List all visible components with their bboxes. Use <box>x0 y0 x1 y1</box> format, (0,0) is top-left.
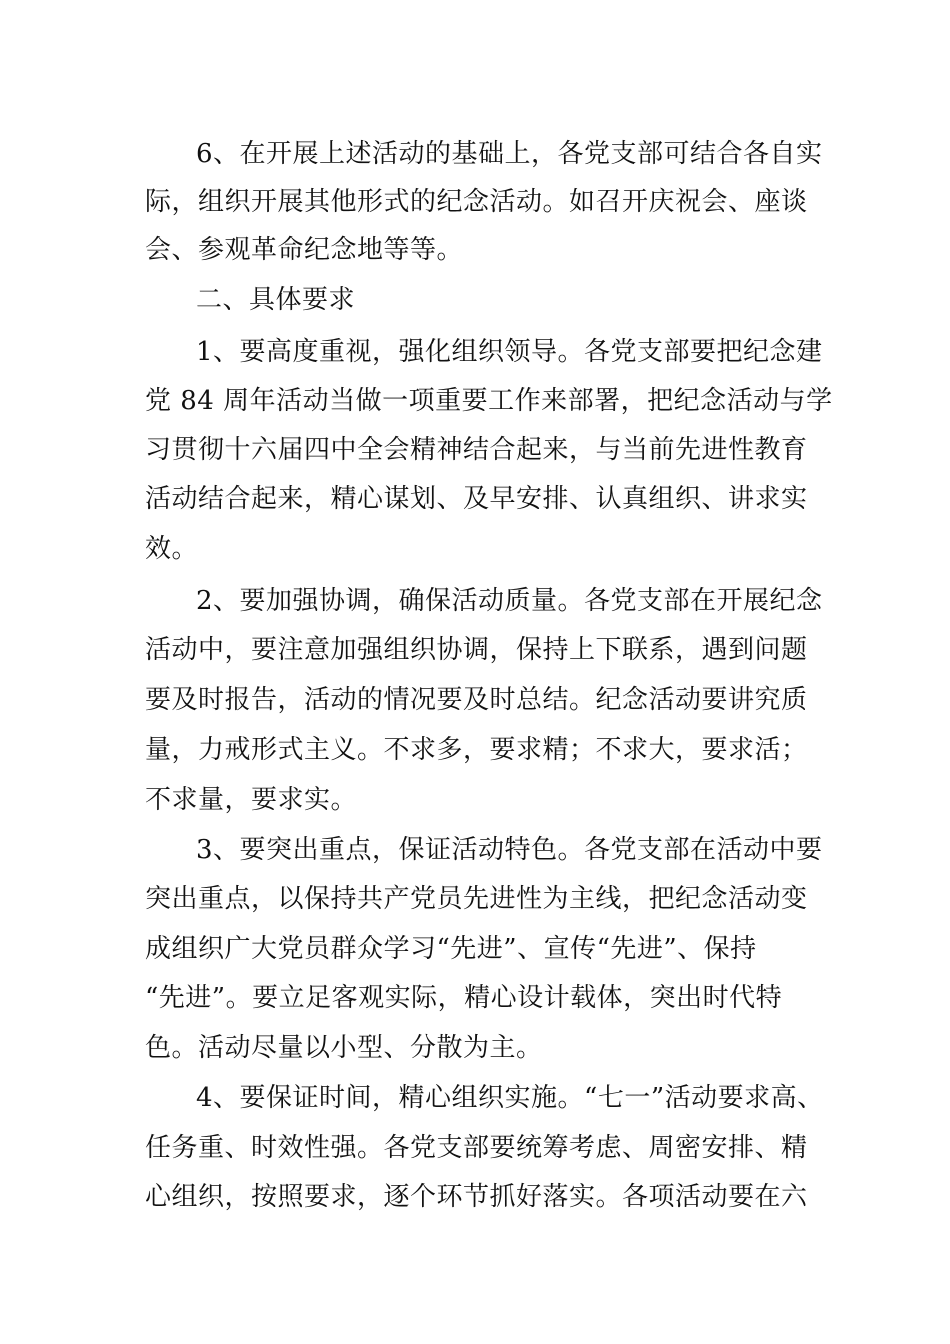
paragraph-line: 成组织广大党员群众学习“先进”、宣传“先进”、保持 <box>145 934 757 964</box>
paragraph-line: 任务重、时效性强。各党支部要统筹考虑、周密安排、精 <box>145 1133 808 1163</box>
paragraph-line: 4、要保证时间，精心组织实施。“七一”活动要求高、 <box>196 1083 824 1113</box>
paragraph-line: 效。 <box>145 534 199 564</box>
paragraph-line: 党 84 周年活动当做一项重要工作来部署，把纪念活动与学 <box>145 386 833 416</box>
paragraph-line: 不求量，要求实。 <box>145 785 358 815</box>
paragraph-line: 心组织，按照要求，逐个环节抓好落实。各项活动要在六 <box>145 1182 808 1212</box>
paragraph-line: 活动结合起来，精心谋划、及早安排、认真组织、讲求实 <box>145 484 808 514</box>
paragraph-line: “先进”。要立足客观实际，精心设计载体，突出时代特 <box>145 983 783 1013</box>
paragraph-line: 6、在开展上述活动的基础上，各党支部可结合各自实 <box>196 139 823 169</box>
paragraph-line: 活动中，要注意加强组织协调，保持上下联系，遇到问题 <box>145 635 808 665</box>
paragraph-line: 突出重点，以保持共产党员先进性为主线，把纪念活动变 <box>145 884 808 914</box>
paragraph-line: 2、要加强协调，确保活动质量。各党支部在开展纪念 <box>196 586 823 616</box>
paragraph-line: 会、参观革命纪念地等等。 <box>145 235 464 265</box>
paragraph-line: 要及时报告，活动的情况要及时总结。纪念活动要讲究质 <box>145 685 808 715</box>
paragraph-line: 际，组织开展其他形式的纪念活动。如召开庆祝会、座谈 <box>145 187 808 217</box>
paragraph-line: 3、要突出重点，保证活动特色。各党支部在活动中要 <box>196 835 823 865</box>
paragraph-line: 1、要高度重视，强化组织领导。各党支部要把纪念建 <box>196 337 823 367</box>
paragraph-line: 量，力戒形式主义。不求多，要求精；不求大，要求活； <box>145 735 808 765</box>
paragraph-line: 习贯彻十六届四中全会精神结合起来，与当前先进性教育 <box>145 435 808 465</box>
paragraph-line: 色。活动尽量以小型、分散为主。 <box>145 1033 543 1063</box>
section-heading: 二、具体要求 <box>196 285 356 315</box>
